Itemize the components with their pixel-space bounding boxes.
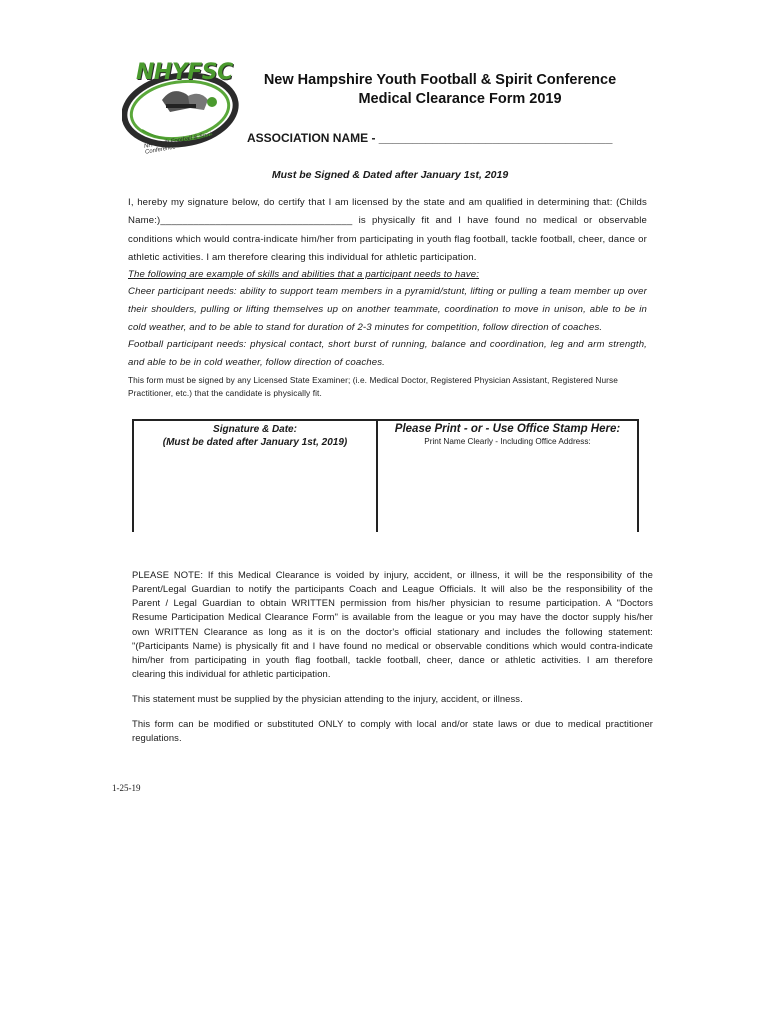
licensed-examiner-line: Practitioner, etc.) that the candidate is physically fit. [128,388,322,398]
child-name-line[interactable]: Name:)___________________________________ is physically fit and I have found no medical or observable [128,215,647,226]
note-line: "(Participants Name) is physically fit and I have found no medical or observable conditions which would contra-indicate [132,640,653,651]
skills-heading: The following are example of skills and abilities that a participant needs to have: [128,269,480,280]
note-line: Resume Participation Medical Clearance Form" is available from the league or you may have the doctor supply his/her [132,611,653,622]
signing-date-notice: Must be Signed & Dated after January 1st, 2019 [271,169,509,181]
office-stamp-note: Print Name Clearly - Including Office Address: [424,437,591,446]
certify-line: conditions which would contra-indicate him/her from participating in youth flag football, tackle football, cheer, dance or [128,234,647,245]
logo-acronym: NHYFSC [136,60,233,85]
football-needs-line: and able to be in cold weather, follow direction of coaches. [128,357,385,368]
licensed-examiner-line: This form must be signed by any Licensed State Examiner; (i.e. Medical Doctor, Registered Physician Assistant, Registered Nurse [128,375,618,385]
physician-statement: This statement must be supplied by the physician attending to the injury, accident, or illness. [132,693,523,704]
modified-note-line: This form can be modified or substituted ONLY to comply with local and/or state laws or due to medical practitioner [132,718,653,729]
form-title-line1: New Hampshire Youth Football & Spirit Conference [263,72,617,88]
office-stamp-area[interactable] [378,451,637,532]
note-line: Parent / Legal Guardian to obtain WRITTEN permission from his/her physician to resume participation. A "Doctors [132,597,653,608]
signature-area[interactable] [134,453,376,532]
note-line: own WRITTEN Clearance as long as it is on the doctor's official stationary and includes the following statement: [132,626,653,637]
signature-date-label: Signature & Date: [213,424,297,435]
signature-stamp-table [132,419,639,532]
office-stamp-label: Please Print - or - Use Office Stamp Here: [394,423,621,435]
cheer-needs-line: their shoulders, pulling or lifting themselves up on another teammate, coordination to move in unison, able to be in [128,304,647,315]
note-line: him/her from participating in youth flag football, tackle football, cheer, dance or athletic activities. I am therefore [132,654,653,665]
association-name-field[interactable]: ASSOCIATION NAME - ___________________________________ [247,131,613,145]
conference-logo [122,58,246,158]
football-needs-line: Football participant needs: physical contact, short burst of running, balance and coordination, leg and arm strength, [128,339,647,350]
modified-note-line: regulations. [132,732,182,743]
certify-line: athletic activities. I am therefore clearing this individual for athletic participation. [128,252,477,263]
logo-subtitle: NH Youth Football & Spirit Conference [143,131,214,156]
note-line: PLEASE NOTE: If this Medical Clearance is voided by injury, accident, or illness, it will be the responsibility of the [132,569,653,580]
form-title-line2: Medical Clearance Form 2019 [358,91,562,107]
certify-line: I, hereby my signature below, do certify that I am licensed by the state and am qualified in determining that: (Childs [128,197,647,208]
signature-date-note: (Must be dated after January 1st, 2019) [162,437,348,448]
revision-date: 1-25-19 [112,783,141,793]
cheer-needs-line: cold weather, and to be able to stand for duration of 2-3 minutes for competition, follow direction of coaches. [128,322,603,333]
note-line: Parent/Legal Guardian to notify the participants Coach and League Officials. It will also be the responsibility of the [132,583,653,594]
cheer-needs-line: Cheer participant needs: ability to support team members in a pyramid/stunt, lifting or pulling a team member up over [128,286,647,297]
note-line: clearing this individual for athletic participation. [132,668,331,679]
